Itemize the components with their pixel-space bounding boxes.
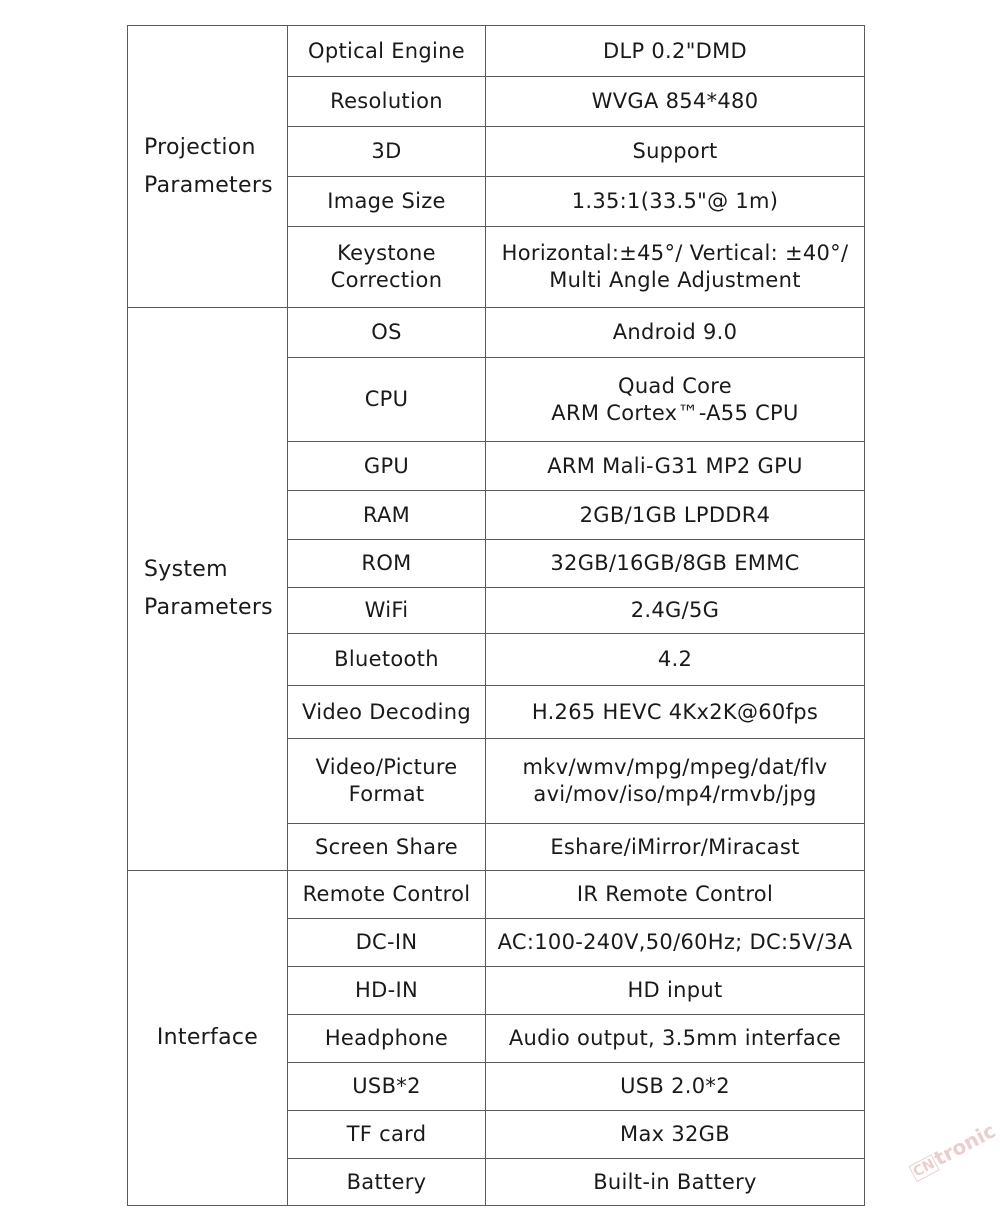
spec-label: Keystone Correction	[288, 227, 486, 308]
spec-value: DLP 0.2"DMD	[486, 26, 865, 77]
spec-label: Bluetooth	[288, 634, 486, 686]
spec-label: DC-IN	[288, 919, 486, 967]
table-row	[128, 26, 865, 77]
table-row	[128, 308, 865, 358]
spec-value: H.265 HEVC 4Kx2K@60fps	[486, 686, 865, 739]
watermark-logo	[906, 1118, 999, 1183]
spec-label: Image Size	[288, 177, 486, 227]
spec-value: 32GB/16GB/8GB EMMC	[486, 540, 865, 588]
group-label-system: System Parameters	[128, 308, 288, 871]
spec-value: 2.4G/5G	[486, 588, 865, 634]
spec-value: Android 9.0	[486, 308, 865, 358]
watermark-box: CN	[908, 1154, 939, 1182]
spec-value: Max 32GB	[486, 1111, 865, 1159]
spec-label: Resolution	[288, 77, 486, 127]
spec-label: CPU	[288, 358, 486, 442]
spec-value: mkv/wmv/mpg/mpeg/dat/flv avi/mov/iso/mp4/rmvb/jpg	[486, 739, 865, 824]
spec-label: Headphone	[288, 1015, 486, 1063]
spec-value: Built-in Battery	[486, 1159, 865, 1206]
spec-table	[127, 25, 865, 1206]
group-label-projection: Projection Parameters	[128, 26, 288, 308]
spec-label: Battery	[288, 1159, 486, 1206]
spec-value: HD input	[486, 967, 865, 1015]
group-label-interface: Interface	[128, 871, 288, 1206]
spec-label: ROM	[288, 540, 486, 588]
spec-label: USB*2	[288, 1063, 486, 1111]
watermark-text: tronic	[929, 1118, 1000, 1171]
spec-value: USB 2.0*2	[486, 1063, 865, 1111]
spec-value: AC:100-240V,50/60Hz; DC:5V/3A	[486, 919, 865, 967]
spec-label: HD-IN	[288, 967, 486, 1015]
spec-label: WiFi	[288, 588, 486, 634]
spec-label: Remote Control	[288, 871, 486, 919]
spec-value: ARM Mali-G31 MP2 GPU	[486, 442, 865, 491]
spec-label: GPU	[288, 442, 486, 491]
spec-label: 3D	[288, 127, 486, 177]
spec-value: Quad Core ARM Cortex™-A55 CPU	[486, 358, 865, 442]
spec-label: TF card	[288, 1111, 486, 1159]
spec-value: Audio output, 3.5mm interface	[486, 1015, 865, 1063]
spec-label: Video Decoding	[288, 686, 486, 739]
spec-label: OS	[288, 308, 486, 358]
spec-label: Screen Share	[288, 824, 486, 871]
table-row	[128, 871, 865, 919]
spec-label: RAM	[288, 491, 486, 540]
spec-value: 4.2	[486, 634, 865, 686]
spec-value: Support	[486, 127, 865, 177]
spec-value: Horizontal:±45°/ Vertical: ±40°/ Multi Angle Adjustment	[486, 227, 865, 308]
spec-label: Optical Engine	[288, 26, 486, 77]
spec-value: 2GB/1GB LPDDR4	[486, 491, 865, 540]
spec-value: IR Remote Control	[486, 871, 865, 919]
spec-label: Video/Picture Format	[288, 739, 486, 824]
spec-value: WVGA 854*480	[486, 77, 865, 127]
spec-value: Eshare/iMirror/Miracast	[486, 824, 865, 871]
spec-value: 1.35:1(33.5"@ 1m)	[486, 177, 865, 227]
